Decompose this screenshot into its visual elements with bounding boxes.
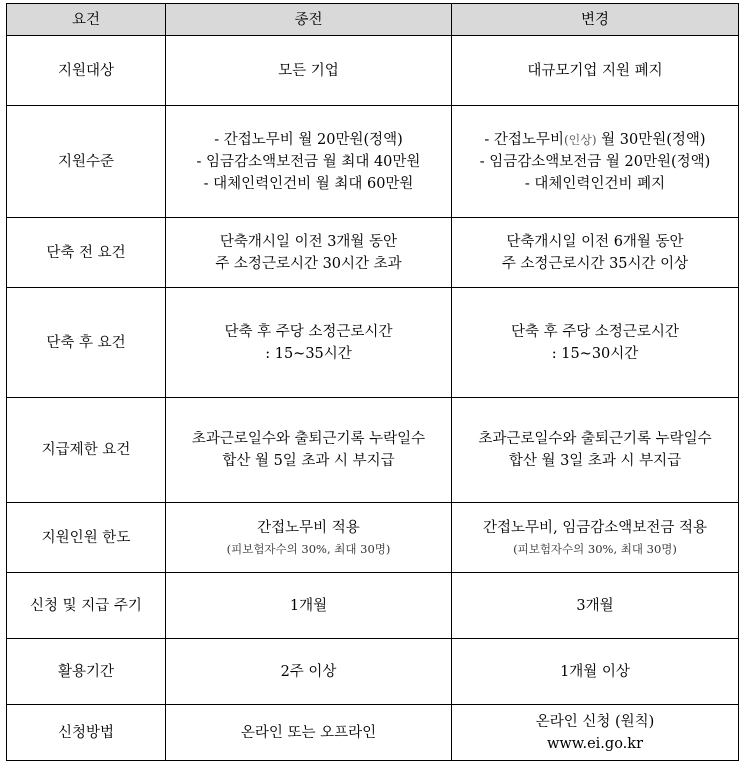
- after-cell: [452, 36, 739, 106]
- before-line: - 대체인력인건비 월 최대 60만원: [203, 175, 414, 192]
- row-label: 단축 전 요건: [7, 218, 166, 288]
- after-cell: [452, 503, 739, 573]
- after-cell: [452, 705, 739, 761]
- after-note: (피보험자수의 30%, 최대 30명): [513, 541, 677, 556]
- before-line: 초과근로일수와 출퇴근기록 누락일수: [191, 431, 426, 447]
- row-label: 지원인원 한도: [7, 503, 166, 573]
- after-line-note: (인상): [563, 132, 597, 147]
- after-line: 단축 후 주당 소정근로시간: [511, 323, 679, 340]
- before-line: - 임금감소액보전금 월 최대 40만원: [196, 153, 421, 170]
- after-cell: [452, 106, 739, 218]
- table-row: [7, 288, 739, 398]
- before-line: 온라인 또는 오프라인: [240, 724, 377, 741]
- before-line: 모든 기업: [278, 62, 339, 79]
- table-row: [7, 398, 739, 503]
- row-label: 지원대상: [7, 36, 166, 106]
- row-label: 지원수준: [7, 106, 166, 218]
- before-line: 단축 후 주당 소정근로시간: [224, 323, 393, 340]
- table-row: [7, 36, 739, 106]
- before-cell: [166, 639, 452, 705]
- after-line: 주 소정근로시간 35시간 이상: [501, 255, 689, 272]
- before-line: : 15~35시간: [265, 345, 352, 362]
- after-line: 간접노무비, 임금감소액보전금 적용: [483, 519, 707, 536]
- after-cell: [452, 398, 739, 503]
- before-line: 2주 이상: [280, 663, 337, 680]
- table-row: [7, 705, 739, 761]
- after-line: 1개월 이상: [560, 663, 630, 680]
- after-line: 온라인 신청 (원칙): [535, 713, 655, 730]
- before-line: 주 소정근로시간 30시간 초과: [215, 255, 402, 272]
- table-row: [7, 639, 739, 705]
- after-line: 초과근로일수와 출퇴근기록 누락일수: [478, 431, 712, 447]
- table-row: [7, 503, 739, 573]
- row-label: 활용기간: [7, 639, 166, 705]
- before-cell: [166, 106, 452, 218]
- after-cell: [452, 639, 739, 705]
- after-line-pre: - 간접노무비: [484, 131, 564, 148]
- before-line: 합산 월 5일 초과 시 부지급: [222, 453, 395, 469]
- before-cell: [166, 503, 452, 573]
- after-line: - 대체인력인건비 폐지: [524, 175, 666, 192]
- header-before: 종전: [166, 4, 452, 36]
- before-line: 1개월: [289, 597, 328, 614]
- after-line: - 임금감소액보전금 월 20만원(정액): [479, 153, 711, 170]
- after-line: 단축개시일 이전 6개월 동안: [506, 233, 684, 250]
- table-row: [7, 218, 739, 288]
- before-line: 단축개시일 이전 3개월 동안: [219, 233, 398, 250]
- after-line: 3개월: [576, 597, 614, 614]
- before-line: 간접노무비 적용: [257, 519, 360, 536]
- after-line: [456, 129, 734, 151]
- after-line: : 15~30시간: [551, 345, 639, 362]
- after-line-post: 월 30만원(정액): [596, 131, 706, 148]
- before-cell: [166, 573, 452, 639]
- row-label: 신청 및 지급 주기: [7, 573, 166, 639]
- before-cell: [166, 288, 452, 398]
- header-row: [7, 4, 739, 36]
- row-label: 신청방법: [7, 705, 166, 761]
- comparison-table: [6, 3, 739, 761]
- website-url: www.ei.go.kr: [546, 735, 644, 752]
- before-cell: [166, 705, 452, 761]
- after-line: 대규모기업 지원 폐지: [527, 62, 663, 79]
- header-requirement: 요건: [7, 4, 166, 36]
- after-line: 합산 월 3일 초과 시 부지급: [508, 453, 682, 469]
- before-cell: [166, 398, 452, 503]
- after-cell: [452, 573, 739, 639]
- before-cell: [166, 218, 452, 288]
- after-cell: [452, 288, 739, 398]
- before-line: - 간접노무비 월 20만원(정액): [214, 131, 403, 148]
- row-label: 지급제한 요건: [7, 398, 166, 503]
- before-note: (피보험자수의 30%, 최대 30명): [226, 541, 391, 556]
- table-row: [7, 573, 739, 639]
- row-label: 단축 후 요건: [7, 288, 166, 398]
- before-cell: [166, 36, 452, 106]
- header-after: 변경: [452, 4, 739, 36]
- table-row: [7, 106, 739, 218]
- after-cell: [452, 218, 739, 288]
